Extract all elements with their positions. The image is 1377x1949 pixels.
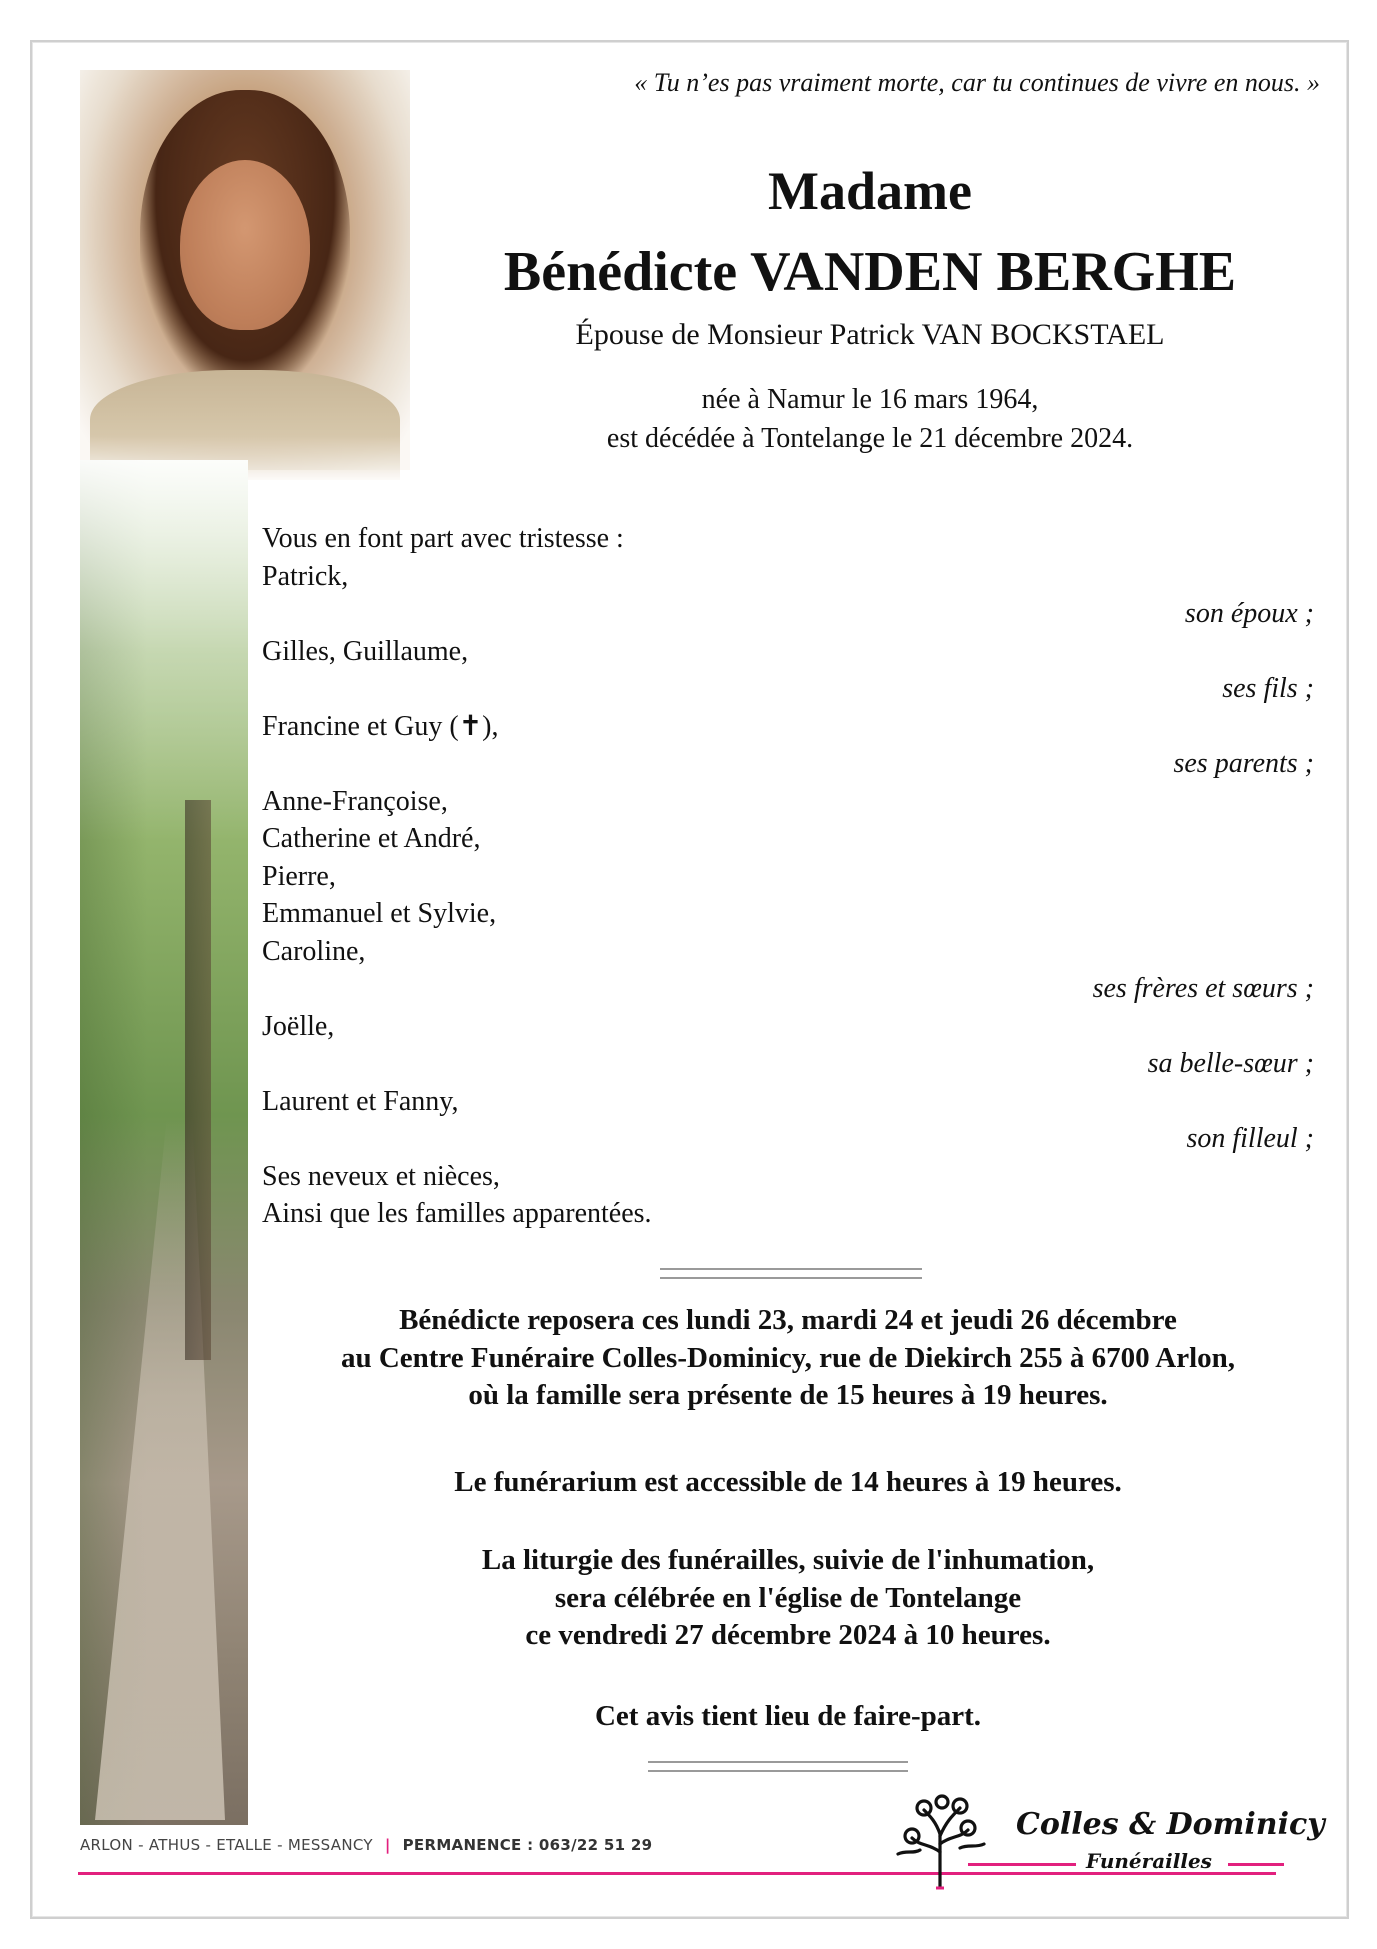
- section-divider: [648, 1761, 908, 1772]
- funerarium-access: Le funérarium est accessible de 14 heures à 19 heures.: [454, 1466, 1122, 1498]
- announcement-line: au Centre Funéraire Colles-Dominicy, rue de Diekirch 255 à 6700 Arlon,: [340, 1341, 1236, 1374]
- epitaph-quote: « Tu n’es pas vraiment morte, car tu continues de vivre en nous. »: [634, 68, 1320, 97]
- family-relation: ses fils ;: [1222, 673, 1314, 704]
- portrait-face: [180, 160, 310, 330]
- spouse-line: Épouse de Monsieur Patrick VAN BOCKSTAEL: [575, 318, 1165, 351]
- footer-permanence: PERMANENCE : 063/22 51 29: [402, 1836, 653, 1854]
- family-name: Caroline,: [262, 935, 366, 967]
- announcement-line: La liturgie des funérailles, suivie de l'inhumation,: [481, 1544, 1095, 1576]
- family-name: Patrick,: [262, 560, 349, 592]
- family-closing: Ainsi que les familles apparentées.: [262, 1198, 652, 1229]
- forest-tree-trunk: [185, 800, 211, 1360]
- logo-accent-line: [968, 1863, 1076, 1866]
- family-intro: Vous en font part avec tristesse :: [262, 523, 624, 554]
- deceased-honorific: Madame: [768, 161, 972, 221]
- announcement-line: Bénédicte reposera ces lundi 23, mardi 24 et jeudi 26 décembre: [399, 1304, 1177, 1336]
- footer-locations: ARLON - ATHUS - ETALLE - MESSANCY: [80, 1836, 373, 1854]
- funeral-home-logo: [890, 1792, 1325, 1892]
- family-name: Catherine et André,: [262, 823, 481, 854]
- family-name: Francine et Guy (✝),: [262, 710, 499, 742]
- family-list: [262, 520, 1314, 1233]
- logo-accent-line: [1228, 1863, 1284, 1866]
- family-relation: son époux ;: [1184, 598, 1314, 629]
- family-relation: son filleul ;: [1186, 1123, 1314, 1154]
- visitation-announcement: [262, 1302, 1314, 1415]
- birth-line: née à Namur le 16 mars 1964,: [701, 384, 1039, 415]
- family-relation: ses frères et sœurs ;: [1092, 973, 1314, 1004]
- footer-separator: |: [384, 1836, 391, 1854]
- family-name: Emmanuel et Sylvie,: [262, 898, 497, 929]
- logo-name: Colles & Dominicy: [1016, 1807, 1325, 1842]
- family-relation: sa belle-sœur ;: [1147, 1048, 1314, 1079]
- announcement-line: ce vendredi 27 décembre 2024 à 10 heures.: [525, 1619, 1051, 1651]
- notice-line: Cet avis tient lieu de faire-part.: [594, 1700, 982, 1732]
- announcement-line: sera célébrée en l'église de Tontelange: [554, 1581, 1022, 1614]
- family-closing: Ses neveux et nièces,: [262, 1160, 500, 1192]
- death-line: est décédée à Tontelange le 21 décembre 2024.: [606, 423, 1134, 454]
- footer-info: [80, 1836, 652, 1854]
- funeral-announcement: [262, 1542, 1314, 1655]
- announcement-line: où la famille sera présente de 15 heures à 19 heures.: [468, 1379, 1108, 1411]
- logo-subtitle: Funérailles: [1086, 1849, 1212, 1873]
- tree-icon: [890, 1792, 990, 1892]
- portrait-photo: [80, 70, 410, 470]
- family-name: Laurent et Fanny,: [262, 1085, 459, 1117]
- family-name: Anne-Françoise,: [262, 785, 448, 817]
- family-relation: ses parents ;: [1173, 748, 1314, 779]
- deceased-name: Bénédicte VANDEN BERGHE: [503, 241, 1237, 303]
- family-name: Pierre,: [262, 860, 336, 892]
- section-divider: [660, 1268, 922, 1279]
- family-name: Gilles, Guillaume,: [262, 635, 469, 667]
- family-name: Joëlle,: [262, 1010, 335, 1042]
